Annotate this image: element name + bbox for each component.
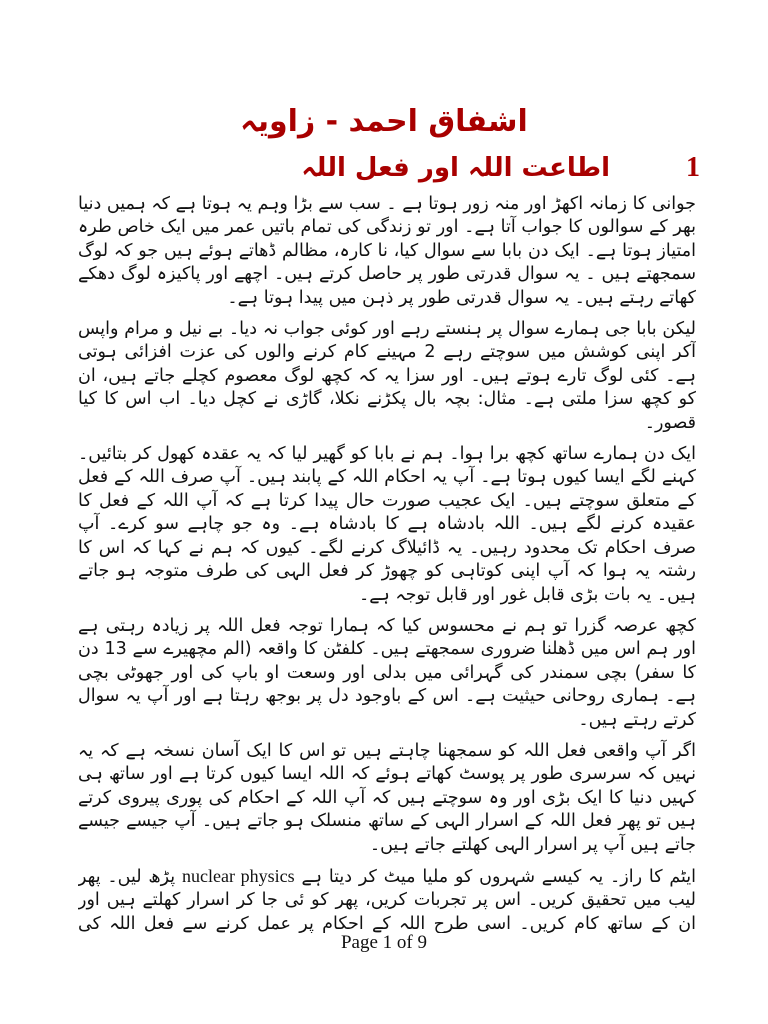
body-text [78, 193, 696, 933]
paragraph-6: ایٹم کا راز۔ یہ کیسے شہروں کو ملیا میٹ کر دیتا ہے nuclear physics پڑھ لیں۔ پھر لیب میں تحقیق کریں۔ اس پر تجربات کریں، پھر کو ئی جا کر اسرار کھلتے ہیں اور ان کے ساتھ کام کریں۔ اسی طرح اللہ کے احکام پر عمل کرنے سے فعل اللہ کی [78, 865, 696, 933]
paragraph-4: کچھ عرصہ گزرا تو ہم نے محسوس کیا کہ ہمارا توجہ فعل اللہ پر زیادہ رہتی ہے اور ہم اس میں ڈھلنا ضروری سمجھتے ہیں۔ کلفٹن کا واقعہ (الم مچھیرے سے 13 دن کا سفر) بچی سمندر کی گہرائی میں بدلی اور وسعت او باپ کی اور جھوٹی بچی ہے۔ ہماری روحانی حیثیت ہے۔ اس کے باوجود دل پر بوجھ رہتا ہے اور آپ یہ سوال کرتے رہتے ہیں۔ [78, 615, 696, 730]
paragraph-5: اگر آپ واقعی فعل اللہ کو سمجھنا چاہتے ہیں تو اس کا ایک آسان نسخہ ہے کہ یہ نہیں کہ سرسری طور پر پوسٹ کھاتے ہوئے کہ اللہ ایسا کیوں کرتا ہے اور ساتھ ہی کہیں دنیا کا ایک بڑی اور وہ سوچتے ہیں کہ آپ اللہ کے احکام کی پوری پیروی کرتے ہیں تو پھر فعل اللہ کے اسرار الہی کے ساتھ منسلک ہو جاتے ہیں۔ آپ جیسے جیسے جاتے ہیں آپ پر اسرار الہی کھلتے جاتے ہیں۔ [78, 740, 696, 855]
section-heading-row [80, 150, 700, 186]
section-number: 1 [686, 152, 700, 183]
paragraph-2: لیکن بابا جی ہمارے سوال پر ہنستے رہے اور کوئی جواب نہ دیا۔ بے نیل و مرام واپس آکر اپنی کوشش میں سوچتے رہے 2 مہینے کام کرنے والوں کی عزت افزائی ہوتی ہے۔ کئی لوگ تارے ہوتے ہیں۔ اور سزا یہ کہ کچھ لوگ معصوم کچلے جاتے ہیں، ان کو کچھ سزا ملتی ہے۔ مثال: بچہ بال پکڑنے نکلا، گاڑی نے کچل دیا۔ اب اس کا کیا قصور۔ [78, 319, 696, 433]
english-term: nuclear physics [181, 865, 295, 886]
paragraph-1: جوانی کا زمانہ اکھڑ اور منہ زور ہوتا ہے ۔ سب سے بڑا وہم یہ ہوتا ہے کہ ہمیں دنیا بھر کے سوالوں کا جواب آتا ہے۔ اور تو زندگی کی تمام باتیں عمر میں ایک خاص طرہ امتیاز ہوتا ہے۔ ایک دن بابا سے سوال کیا، نا کارہ، مظالم ڈھاتے ہوئے ہیں جو کہ لوگ سمجھتے ہیں ۔ یہ سوال قدرتی طور پر حاصل کرتے ہیں۔ اچھے اور پاکیزہ لوگ دھکے کھاتے رہتے ہیں۔ یہ سوال قدرتی طور پر ذہن میں پیدا ہوتا ہے۔ [78, 194, 696, 308]
page-number: Page 1 of 9 [340, 932, 427, 953]
section-heading: اطاعت اللہ اور فعل اللہ [301, 153, 610, 183]
paragraph-3: ایک دن ہمارے ساتھ کچھ برا ہوا۔ ہم نے بابا کو گھیر لیا کہ یہ عقدہ کھول کر بتائیں۔ کہنے لگے ایسا کیوں ہوتا ہے۔ آپ یہ احکام اللہ کے پابند ہیں۔ آپ صرف اللہ کے فعل کے متعلق سوچتے ہیں۔ ایک عجیب صورت حال پیدا کرتا ہے کہ آپ اللہ کے فعل کا عقیدہ کرنے لگے ہیں۔ اللہ بادشاہ ہے کا بادشاہ ہے۔ وہ جو چاہے سو کرے۔ آپ صرف احکام تک محدود رہیں۔ یہ ڈائیلاگ کرنے لگے۔ کیوں کہ ہم نے کہا کہ اس کا رشتہ یہ ہوا کہ آپ اپنی کوتاہی کو چھوڑ کر فعل الہی کی طرف متوجہ ہو جاتے ہیں۔ یہ بات بڑی قابل غور اور قابل توجہ ہے۔ [78, 444, 696, 605]
document-title: اشفاق احمد - زاویہ [240, 104, 528, 139]
